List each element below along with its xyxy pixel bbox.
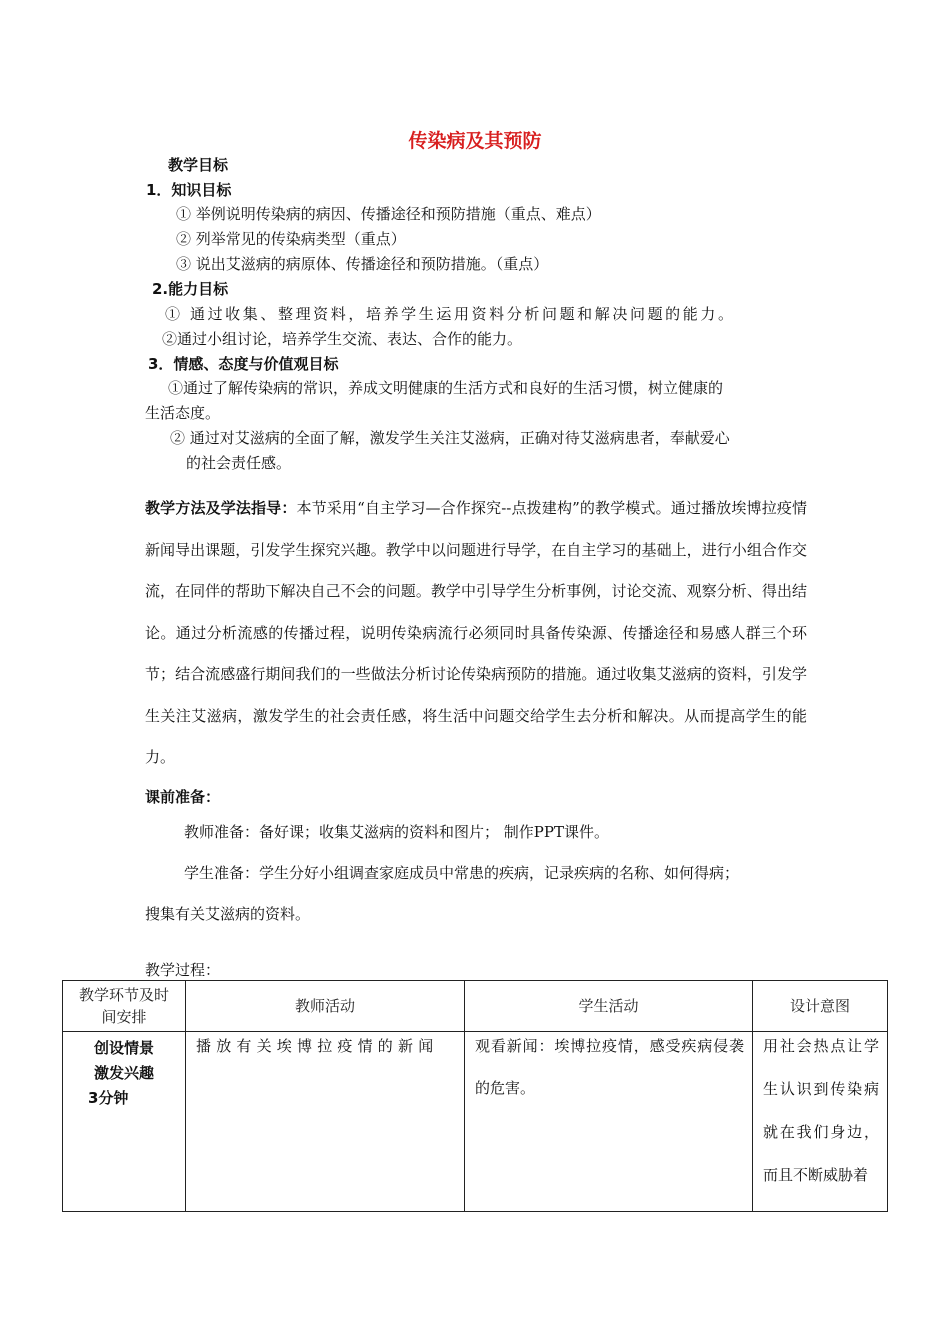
header-student-activity: 学生活动 bbox=[465, 981, 753, 1032]
student-preparation-cont: 搜集有关艾滋病的资料。 bbox=[145, 905, 311, 923]
stage-line: 激发兴趣 bbox=[93, 1064, 154, 1082]
methods-label: 教学方法及学法指导： bbox=[145, 499, 297, 517]
stage-line: 创设情景 bbox=[93, 1039, 154, 1057]
header-teacher-activity: 教师活动 bbox=[186, 981, 465, 1032]
objectives-heading: 教学目标 bbox=[168, 156, 229, 174]
table-header-row bbox=[63, 981, 888, 1032]
ability-heading: 2.能力目标 bbox=[152, 280, 229, 298]
emotion-item-line: ①通过了解传染病的常识，养成文明健康的生活方式和良好的生活习惯，树立健康的 bbox=[168, 379, 724, 397]
header-stage bbox=[63, 981, 186, 1032]
preparation-heading: 课前准备： bbox=[145, 788, 221, 806]
process-label: 教学过程： bbox=[145, 961, 221, 979]
emotion-heading: 3．情感、态度与价值观目标 bbox=[148, 355, 339, 373]
header-stage-line: 间安排 bbox=[101, 1008, 147, 1026]
student-preparation: 学生准备：学生分好小组调查家庭成员中常患的疾病，记录疾病的名称、如何得病； bbox=[184, 864, 740, 882]
design-intent-cell bbox=[753, 1032, 888, 1212]
emotion-item-line: 生活态度。 bbox=[145, 404, 221, 422]
process-table bbox=[62, 980, 888, 1212]
teacher-preparation: 教师准备：备好课；收集艾滋病的资料和图片； 制作PPT课件。 bbox=[184, 823, 609, 841]
stage-cell bbox=[63, 1032, 186, 1212]
knowledge-heading: 1．知识目标 bbox=[146, 181, 232, 199]
emotion-item-line: ② 通过对艾滋病的全面了解，激发学生关注艾滋病，正确对待艾滋病患者，奉献爱心 bbox=[170, 429, 730, 447]
stage-duration: 3分钟 bbox=[88, 1089, 129, 1107]
ability-item: ① 通过收集、整理资料，培养学生运用资料分析问题和解决问题的能力。 bbox=[165, 305, 736, 323]
student-activity-cell bbox=[465, 1032, 753, 1212]
ability-item: ②通过小组讨论，培养学生交流、表达、合作的能力。 bbox=[162, 330, 523, 348]
methods-text: 本节采用“自主学习—合作探究--点拨建构”的教学模式。通过播放埃博拉疫情新闻导出课题，引发学生探究兴趣。教学中以问题进行导学，在自主学习的基础上，进行小组合作交流，在同伴的帮助下解决自己不会的问题。教学中引导学生分析事例，讨论交流、观察分析、得出结论。通过分析流感的传播过程，说明传染病流行必须同时具备传染源、传播途径和易感人群三个环节；结合流感盛行期间我们的一些做法分析讨论传染病预防的措施。通过收集艾滋病的资料，引发学生关注艾滋病，激发学生的社会责任感，将生活中问题交给学生去分析和解决。从而提高学生的能力。 bbox=[145, 499, 807, 766]
header-design-intent: 设计意图 bbox=[753, 981, 888, 1032]
design-intent-text: 用社会热点让学生认识到传染病就在我们身边，而且不断威胁着 bbox=[763, 1037, 879, 1184]
teacher-activity-text: 播放有关埃博拉疫情的新闻 bbox=[196, 1037, 439, 1055]
methods-paragraph bbox=[145, 488, 807, 779]
document-title: 传染病及其预防 bbox=[408, 130, 542, 152]
knowledge-item: ② 列举常见的传染病类型（重点） bbox=[176, 230, 406, 248]
header-stage-line: 教学环节及时 bbox=[78, 986, 169, 1004]
knowledge-item: ③ 说出艾滋病的病原体、传播途径和预防措施。（重点） bbox=[176, 255, 549, 273]
knowledge-item: ① 举例说明传染病的病因、传播途径和预防措施（重点、难点） bbox=[176, 205, 601, 223]
teacher-activity-cell bbox=[186, 1032, 465, 1212]
emotion-item-line: 的社会责任感。 bbox=[186, 454, 292, 472]
table-row bbox=[63, 1032, 888, 1212]
student-activity-text: 观看新闻：埃博拉疫情，感受疾病侵袭的危害。 bbox=[475, 1037, 744, 1097]
